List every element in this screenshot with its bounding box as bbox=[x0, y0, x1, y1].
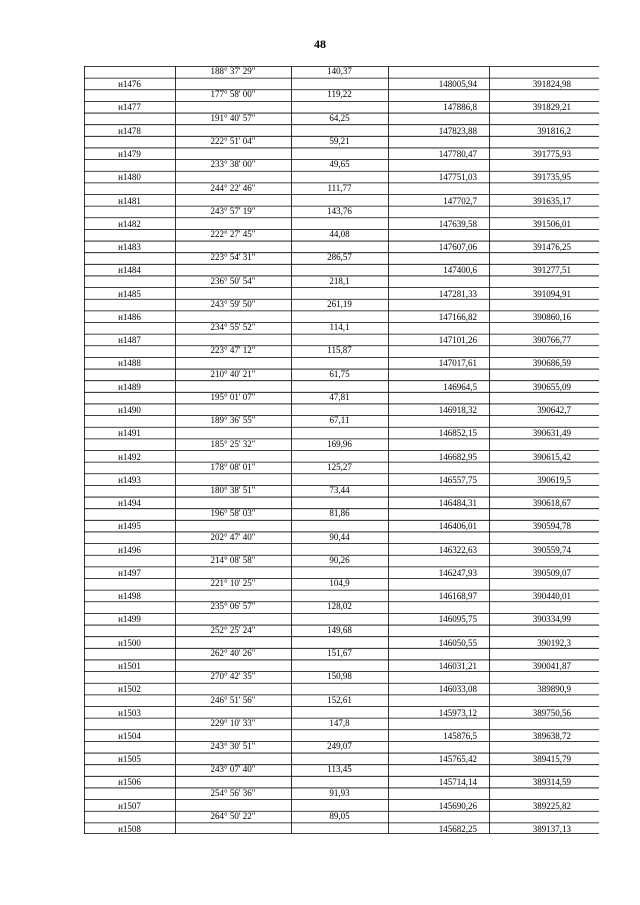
distance-cell: 90,44 bbox=[329, 531, 350, 542]
x-coordinate-cell: 146484,31 bbox=[438, 498, 477, 509]
point-id-cell: н1486 bbox=[118, 311, 141, 322]
distance-cell: 114,1 bbox=[329, 322, 350, 333]
angle-cell: 191° 40' 57" bbox=[210, 112, 256, 123]
distance-cell: 169,96 bbox=[327, 438, 352, 449]
x-coordinate-cell: 146918,32 bbox=[438, 404, 477, 415]
x-coordinate-cell: 145714,14 bbox=[438, 777, 477, 788]
y-coordinate-cell: 390655,09 bbox=[532, 381, 571, 392]
y-coordinate-cell: 390594,78 bbox=[532, 521, 571, 532]
distance-cell: 143,76 bbox=[327, 205, 352, 216]
point-id-cell: н1505 bbox=[118, 754, 141, 765]
point-id-cell: н1482 bbox=[118, 218, 141, 229]
x-coordinate-cell: 147281,33 bbox=[438, 288, 477, 299]
angle-cell: 180° 38' 51" bbox=[210, 485, 256, 496]
y-coordinate-cell: 390192,3 bbox=[537, 637, 571, 648]
point-id-cell: н1485 bbox=[118, 288, 141, 299]
x-coordinate-cell: 146031,21 bbox=[438, 660, 477, 671]
x-coordinate-cell: 147607,06 bbox=[438, 242, 477, 253]
x-coordinate-cell: 146050,55 bbox=[438, 637, 477, 648]
y-coordinate-cell: 390618,67 bbox=[532, 498, 571, 509]
x-coordinate-cell: 146852,15 bbox=[438, 428, 477, 439]
y-coordinate-cell: 389225,82 bbox=[532, 800, 571, 811]
distance-cell: 152,61 bbox=[327, 694, 352, 705]
distance-cell: 286,57 bbox=[327, 252, 352, 263]
distance-cell: 218,1 bbox=[329, 275, 350, 286]
y-coordinate-cell: 391094,91 bbox=[532, 288, 571, 299]
point-id-cell: н1504 bbox=[118, 730, 141, 741]
y-coordinate-cell: 389750,56 bbox=[532, 707, 571, 718]
point-id-cell: н1508 bbox=[118, 823, 141, 834]
distance-cell: 147,8 bbox=[329, 717, 350, 728]
distance-cell: 64,25 bbox=[329, 112, 350, 123]
x-coordinate-cell: 147101,26 bbox=[438, 335, 477, 346]
x-coordinate-cell: 148005,94 bbox=[438, 79, 477, 90]
angle-cell: 214° 08' 58" bbox=[210, 554, 256, 565]
x-coordinate-cell: 147166,82 bbox=[438, 311, 477, 322]
point-id-cell: н1502 bbox=[118, 684, 141, 695]
point-id-cell: н1488 bbox=[118, 358, 141, 369]
y-coordinate-cell: 390440,01 bbox=[532, 591, 571, 602]
x-coordinate-cell: 147702,7 bbox=[443, 195, 477, 206]
x-coordinate-cell: 145973,12 bbox=[438, 707, 477, 718]
x-coordinate-cell: 146247,93 bbox=[438, 567, 477, 578]
x-coordinate-cell: 147823,88 bbox=[438, 125, 477, 136]
point-id-cell: н1493 bbox=[118, 474, 141, 485]
x-coordinate-cell: 147751,03 bbox=[438, 172, 477, 183]
angle-cell: 270° 42' 35" bbox=[210, 671, 256, 682]
distance-cell: 150,98 bbox=[327, 671, 352, 682]
angle-cell: 189° 36' 55" bbox=[210, 415, 256, 426]
point-id-cell: н1487 bbox=[118, 335, 141, 346]
angle-cell: 177° 58' 00" bbox=[210, 89, 256, 100]
point-id-cell: н1480 bbox=[118, 172, 141, 183]
angle-cell: 188° 37' 29" bbox=[210, 66, 256, 77]
point-id-cell: н1497 bbox=[118, 567, 141, 578]
angle-cell: 222° 51' 04" bbox=[210, 135, 256, 146]
distance-cell: 151,67 bbox=[327, 647, 352, 658]
distance-cell: 73,44 bbox=[329, 485, 350, 496]
distance-cell: 67,11 bbox=[329, 415, 350, 426]
y-coordinate-cell: 391277,51 bbox=[532, 265, 571, 276]
distance-cell: 59,21 bbox=[329, 135, 350, 146]
angle-cell: 243° 07' 40" bbox=[210, 764, 256, 775]
distance-cell: 44,08 bbox=[329, 229, 350, 240]
x-coordinate-cell: 145765,42 bbox=[438, 754, 477, 765]
angle-cell: 243° 57' 19" bbox=[210, 205, 256, 216]
point-id-cell: н1492 bbox=[118, 451, 141, 462]
x-coordinate-cell: 145682,25 bbox=[438, 823, 477, 834]
point-id-cell: н1506 bbox=[118, 777, 141, 788]
point-id-cell: н1479 bbox=[118, 148, 141, 159]
distance-cell: 111,77 bbox=[327, 182, 352, 193]
distance-cell: 90,26 bbox=[329, 554, 350, 565]
x-coordinate-cell: 147400,6 bbox=[443, 265, 477, 276]
y-coordinate-cell: 390642,7 bbox=[537, 404, 571, 415]
point-id-cell: н1499 bbox=[118, 614, 141, 625]
distance-cell: 113,45 bbox=[327, 764, 352, 775]
y-coordinate-cell: 389890,9 bbox=[537, 684, 571, 695]
angle-cell: 223° 54' 31" bbox=[210, 252, 256, 263]
x-coordinate-cell: 147886,8 bbox=[443, 102, 477, 113]
angle-cell: 196° 58' 03" bbox=[210, 508, 256, 519]
point-id-cell: н1503 bbox=[118, 707, 141, 718]
point-id-cell: н1478 bbox=[118, 125, 141, 136]
distance-cell: 91,93 bbox=[329, 787, 350, 798]
angle-cell: 262° 40' 26" bbox=[210, 647, 256, 658]
distance-cell: 125,27 bbox=[327, 461, 352, 472]
angle-cell: 233° 38' 00" bbox=[210, 159, 256, 170]
point-id-cell: н1496 bbox=[118, 544, 141, 555]
point-id-cell: н1483 bbox=[118, 242, 141, 253]
point-id-cell: н1476 bbox=[118, 79, 141, 90]
angle-cell: 264° 50' 22" bbox=[210, 810, 256, 821]
point-id-cell: н1491 bbox=[118, 428, 141, 439]
y-coordinate-cell: 389415,79 bbox=[532, 754, 571, 765]
y-coordinate-cell: 390860,16 bbox=[532, 311, 571, 322]
angle-cell: 243° 59' 50" bbox=[210, 298, 256, 309]
distance-cell: 81,86 bbox=[329, 508, 350, 519]
point-id-cell: н1489 bbox=[118, 381, 141, 392]
point-id-cell: н1481 bbox=[118, 195, 141, 206]
y-coordinate-cell: 389314,59 bbox=[532, 777, 571, 788]
y-coordinate-cell: 390509,07 bbox=[532, 567, 571, 578]
y-coordinate-cell: 391824,98 bbox=[532, 79, 571, 90]
y-coordinate-cell: 391735,95 bbox=[532, 172, 571, 183]
angle-cell: 254° 56' 36" bbox=[210, 787, 256, 798]
point-id-cell: н1490 bbox=[118, 404, 141, 415]
point-id-cell: н1500 bbox=[118, 637, 141, 648]
distance-cell: 140,37 bbox=[327, 66, 352, 77]
x-coordinate-cell: 146964,5 bbox=[443, 381, 477, 392]
angle-cell: 202° 47' 40" bbox=[210, 531, 256, 542]
page-number: 48 bbox=[314, 37, 326, 51]
y-coordinate-cell: 389137,13 bbox=[532, 823, 571, 834]
distance-cell: 61,75 bbox=[329, 368, 350, 379]
y-coordinate-cell: 390766,77 bbox=[532, 335, 571, 346]
point-id-cell: н1507 bbox=[118, 800, 141, 811]
x-coordinate-cell: 145876,5 bbox=[443, 730, 477, 741]
y-coordinate-cell: 390619,5 bbox=[537, 474, 571, 485]
angle-cell: 246° 51' 56" bbox=[210, 694, 256, 705]
distance-cell: 89,05 bbox=[329, 810, 350, 821]
y-coordinate-cell: 391635,17 bbox=[532, 195, 571, 206]
x-coordinate-cell: 145690,26 bbox=[438, 800, 477, 811]
angle-cell: 185° 25' 32" bbox=[210, 438, 256, 449]
distance-cell: 249,07 bbox=[327, 741, 352, 752]
distance-cell: 261,19 bbox=[327, 298, 352, 309]
distance-cell: 128,02 bbox=[327, 601, 352, 612]
y-coordinate-cell: 391476,25 bbox=[532, 242, 571, 253]
x-coordinate-cell: 146406,01 bbox=[438, 521, 477, 532]
y-coordinate-cell: 389638,72 bbox=[532, 730, 571, 741]
coordinates-table bbox=[84, 66, 599, 834]
angle-cell: 252° 25' 24" bbox=[210, 624, 256, 635]
point-id-cell: н1477 bbox=[118, 102, 141, 113]
point-id-cell: н1495 bbox=[118, 521, 141, 532]
y-coordinate-cell: 391816,2 bbox=[537, 125, 571, 136]
x-coordinate-cell: 147017,61 bbox=[438, 358, 477, 369]
y-coordinate-cell: 390559,74 bbox=[532, 544, 571, 555]
distance-cell: 104,9 bbox=[329, 578, 350, 589]
angle-cell: 244° 22' 46" bbox=[210, 182, 256, 193]
angle-cell: 223° 47' 12" bbox=[210, 345, 256, 356]
x-coordinate-cell: 146095,75 bbox=[438, 614, 477, 625]
angle-cell: 178° 08' 01" bbox=[210, 461, 256, 472]
distance-cell: 149,68 bbox=[327, 624, 352, 635]
y-coordinate-cell: 390615,42 bbox=[532, 451, 571, 462]
point-id-cell: н1501 bbox=[118, 660, 141, 671]
point-id-cell: н1484 bbox=[118, 265, 141, 276]
x-coordinate-cell: 146322,63 bbox=[438, 544, 477, 555]
angle-cell: 235° 06' 57" bbox=[210, 601, 256, 612]
angle-cell: 243° 30' 51" bbox=[210, 741, 256, 752]
y-coordinate-cell: 391506,01 bbox=[532, 218, 571, 229]
y-coordinate-cell: 390041,87 bbox=[532, 660, 571, 671]
y-coordinate-cell: 390631,49 bbox=[532, 428, 571, 439]
distance-cell: 47,81 bbox=[329, 391, 350, 402]
point-id-cell: н1498 bbox=[118, 591, 141, 602]
y-coordinate-cell: 391829,21 bbox=[532, 102, 571, 113]
y-coordinate-cell: 390686,59 bbox=[532, 358, 571, 369]
x-coordinate-cell: 147780,47 bbox=[438, 148, 477, 159]
angle-cell: 236° 50' 54" bbox=[210, 275, 256, 286]
x-coordinate-cell: 147639,58 bbox=[438, 218, 477, 229]
point-id-cell: н1494 bbox=[118, 498, 141, 509]
angle-cell: 210° 40' 21" bbox=[210, 368, 256, 379]
angle-cell: 234° 55' 52" bbox=[210, 322, 256, 333]
distance-cell: 49,65 bbox=[329, 159, 350, 170]
x-coordinate-cell: 146168,97 bbox=[438, 591, 477, 602]
angle-cell: 229° 10' 33" bbox=[210, 717, 256, 728]
x-coordinate-cell: 146033,08 bbox=[438, 684, 477, 695]
x-coordinate-cell: 146682,95 bbox=[438, 451, 477, 462]
angle-cell: 221° 10' 25" bbox=[210, 578, 256, 589]
angle-cell: 222° 27' 45" bbox=[210, 229, 256, 240]
distance-cell: 115,87 bbox=[327, 345, 352, 356]
y-coordinate-cell: 390334,99 bbox=[532, 614, 571, 625]
y-coordinate-cell: 391775,93 bbox=[532, 148, 571, 159]
x-coordinate-cell: 146557,75 bbox=[438, 474, 477, 485]
angle-cell: 195° 01' 07" bbox=[210, 391, 256, 402]
distance-cell: 119,22 bbox=[327, 89, 352, 100]
